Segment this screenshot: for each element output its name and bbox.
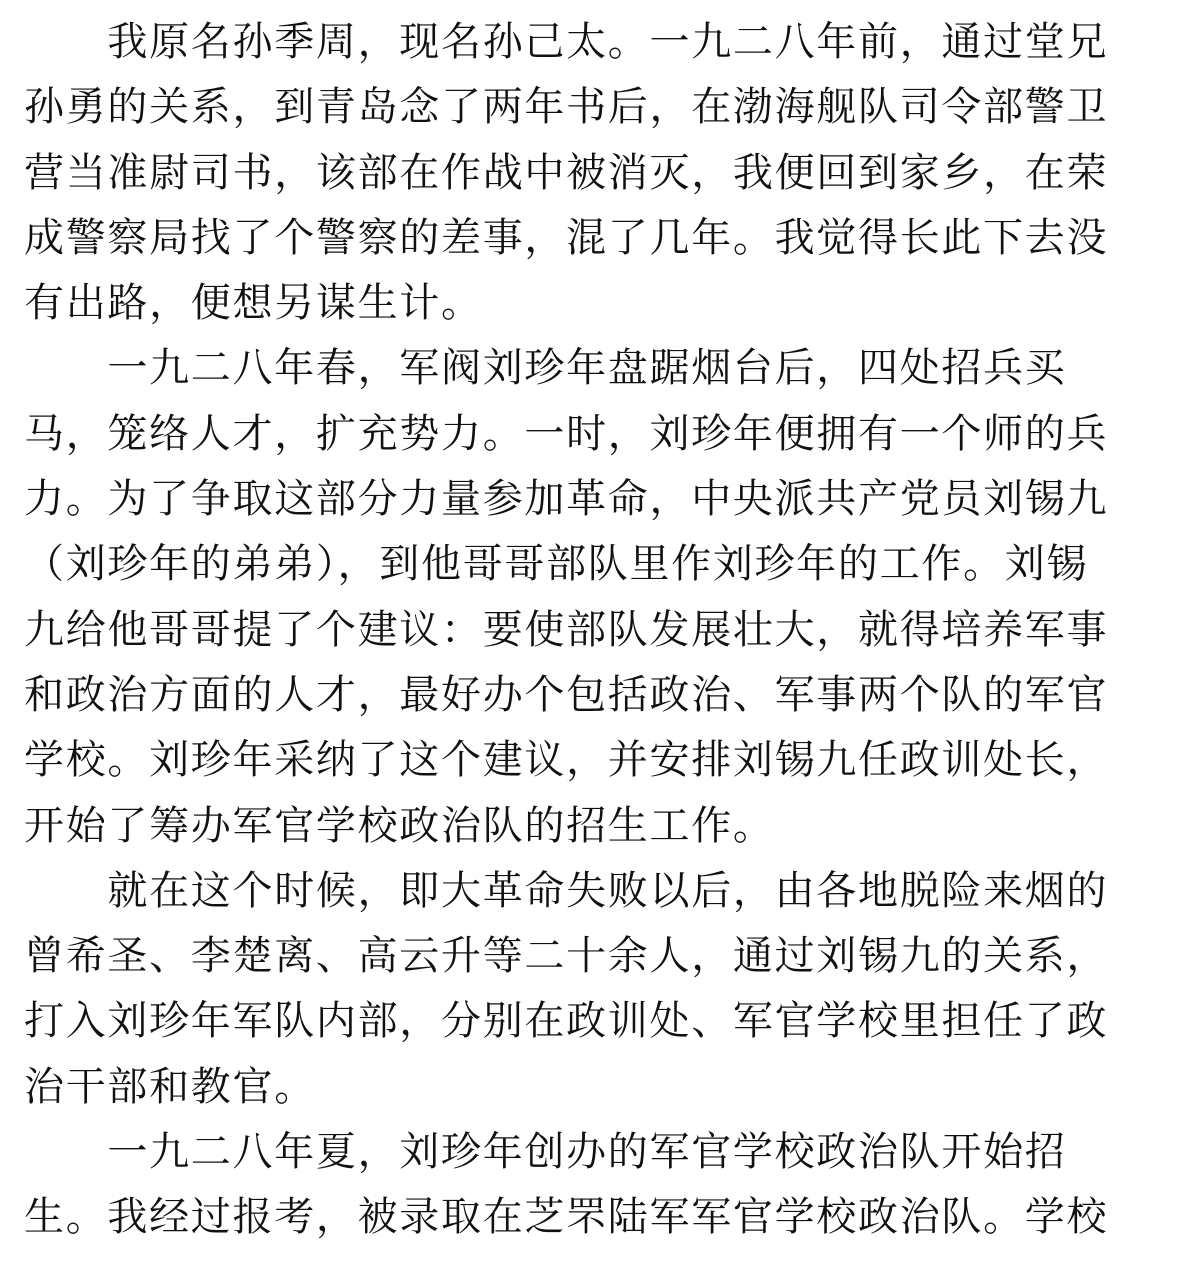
text-line: 一九二八年春，军阀刘珍年盘踞烟台后，四处招兵买 (24, 345, 1067, 392)
text-line: 就在这个时候，即大革命失败以后，由各地脱险来烟的 (24, 867, 1109, 914)
text-line: （刘珍年的弟弟），到他哥哥部队里作刘珍年的工作。刘锡 (24, 541, 1089, 588)
text-line: 成警察局找了个警察的差事，混了几年。我觉得长此下去没 (24, 214, 1109, 261)
text-line: 一九二八年夏，刘珍年创办的军官学校政治队开始招 (24, 1129, 1067, 1176)
text-line: 我原名孙季周，现名孙己太。一九二八年前，通过堂兄 (24, 19, 1109, 65)
text-line: 治干部和教官。 (24, 1063, 316, 1110)
text-line: 马，笼络人才，扩充势力。一时，刘珍年便拥有一个师的兵 (24, 410, 1109, 457)
text-line: 和政治方面的人才，最好办个包括政治、军事两个队的军官 (24, 671, 1109, 718)
text-line: 力。为了争取这部分力量参加革命，中央派共产党员刘锡九 (24, 476, 1109, 523)
text-line: 开始了筹办军官学校政治队的招生工作。 (24, 802, 775, 849)
text-line: 营当准尉司书，该部在作战中被消灭，我便回到家乡，在荣 (24, 149, 1109, 196)
text-line: 孙勇的关系，到青岛念了两年书后，在渤海舰队司令部警卫 (24, 84, 1109, 131)
text-line: 九给他哥哥提了个建议：要使部队发展壮大，就得培养军事 (24, 606, 1109, 653)
text-line: 打入刘珍年军队内部，分别在政训处、军官学校里担任了政 (24, 998, 1109, 1045)
text-line: 学校。刘珍年采纳了这个建议，并安排刘锡九任政训处长， (24, 737, 1109, 784)
text-line: 有出路，便想另谋生计。 (24, 280, 483, 327)
text-line: 生。我经过报考，被录取在芝罘陆军军官学校政治队。学校 (24, 1194, 1109, 1241)
text-line: 曾希圣、李楚离、高云升等二十余人，通过刘锡九的关系， (24, 933, 1109, 980)
